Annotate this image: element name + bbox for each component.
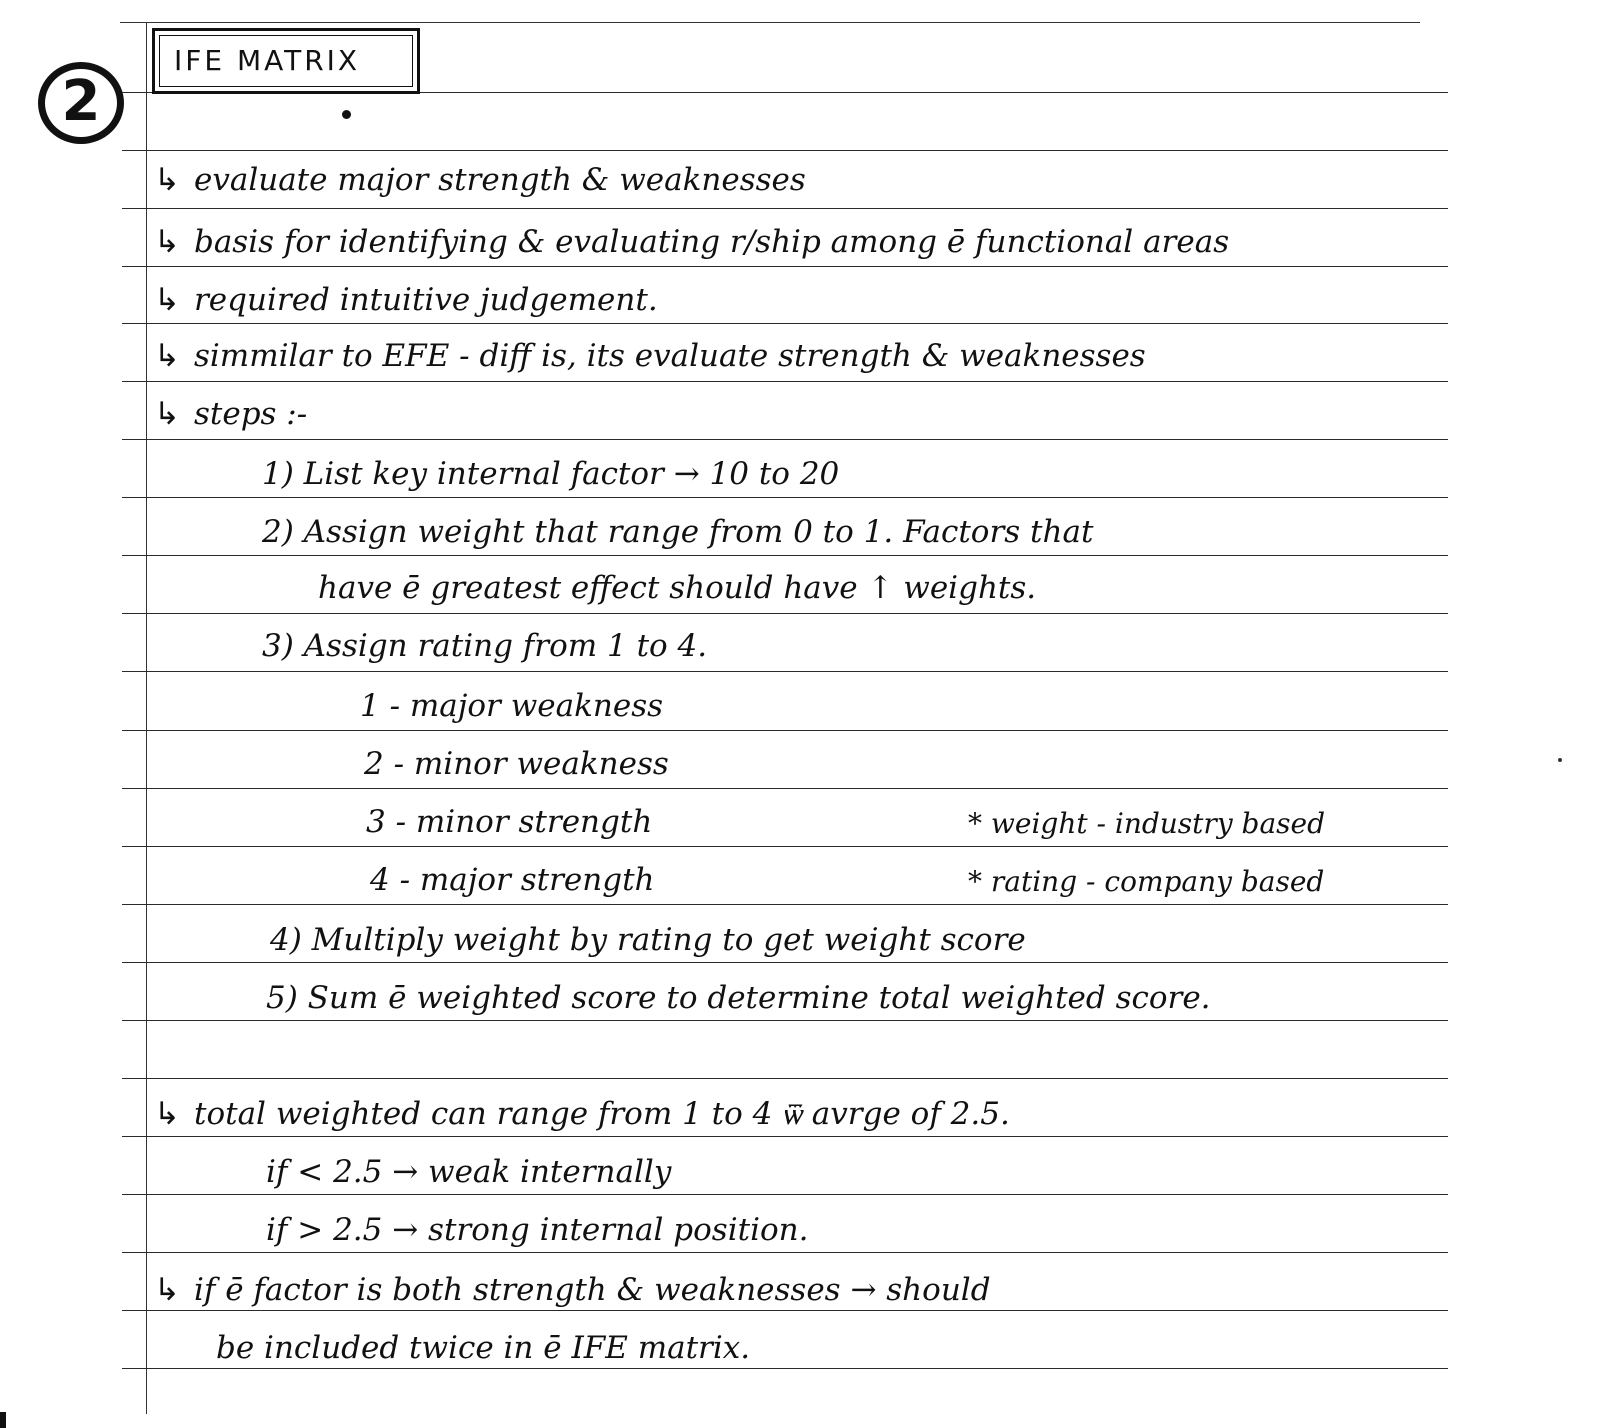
rule-line	[122, 904, 1448, 905]
bullet-text: evaluate major strength & weaknesses	[193, 162, 806, 198]
side-note-weight: * weight - industry based	[968, 807, 1326, 840]
page-top-edge	[120, 22, 1420, 23]
bullet-arrow-icon: ↳	[154, 1096, 180, 1132]
bullet-line	[154, 280, 658, 320]
bullet-arrow-icon: ↳	[154, 396, 180, 432]
bullet-text: simmilar to EFE - diff is, its evaluate strength & weaknesses	[193, 338, 1146, 374]
bullet-line	[154, 336, 1146, 376]
rule-line	[122, 962, 1448, 963]
step-5: 5) Sum ē weighted score to determine total weighted score.	[266, 980, 1211, 1016]
rule-line	[122, 1020, 1448, 1021]
bullet-arrow-icon: ↳	[154, 338, 180, 374]
rule-line	[122, 208, 1448, 209]
rating-item: 3 - minor strength	[366, 804, 653, 840]
rule-line	[122, 613, 1448, 614]
summary-total: total weighted can range from 1 to 4 ѿ avrge of 2.5.	[193, 1096, 1010, 1132]
rule-line	[122, 381, 1448, 382]
bullet-text: steps :-	[193, 396, 308, 432]
summary-line	[154, 1270, 991, 1310]
step-2-continued: have ē greatest effect should have ↑ weights.	[318, 570, 1037, 606]
bullet-text: required intuitive judgement.	[193, 282, 658, 318]
rule-line	[122, 846, 1448, 847]
rule-line	[122, 1194, 1448, 1195]
scan-corner-mark	[0, 1412, 6, 1428]
step-2: 2) Assign weight that range from 0 to 1. Factors that	[262, 514, 1094, 550]
margin-line	[146, 22, 147, 1414]
stray-ink-dot	[1558, 758, 1562, 762]
section-number: 2	[61, 69, 101, 134]
page-title: IFE MATRIX	[174, 44, 361, 77]
summary-strong: if > 2.5 → strong internal position.	[266, 1212, 809, 1248]
step-4: 4) Multiply weight by rating to get weight score	[270, 922, 1026, 958]
summary-both: if ē factor is both strength & weaknesses → should	[193, 1272, 991, 1308]
bullet-line	[154, 222, 1229, 262]
bullet-line	[154, 394, 307, 434]
rule-line	[122, 323, 1448, 324]
rule-line	[122, 730, 1448, 731]
ink-dot	[342, 110, 351, 119]
step-1: 1) List key internal factor → 10 to 20	[262, 456, 840, 492]
rule-line	[122, 788, 1448, 789]
rating-item: 1 - major weakness	[360, 688, 664, 724]
bullet-arrow-icon: ↳	[154, 162, 180, 198]
bullet-arrow-icon: ↳	[154, 282, 180, 318]
rating-item: 2 - minor weakness	[364, 746, 669, 782]
bullet-text: basis for identifying & evaluating r/ship among ē functional areas	[193, 224, 1230, 260]
rule-line	[122, 1310, 1448, 1311]
rating-item: 4 - major strength	[370, 862, 655, 898]
rule-line	[122, 497, 1448, 498]
rule-line	[122, 1136, 1448, 1137]
summary-both-continued: be included twice in ē IFE matrix.	[216, 1330, 751, 1366]
bullet-arrow-icon: ↳	[154, 224, 180, 260]
rule-line	[122, 1252, 1448, 1253]
rule-line	[122, 555, 1448, 556]
bullet-line	[154, 160, 806, 200]
rule-line	[122, 671, 1448, 672]
side-note-rating: * rating - company based	[968, 865, 1325, 898]
bullet-arrow-icon: ↳	[154, 1272, 180, 1308]
summary-line	[154, 1094, 1010, 1134]
rule-line	[122, 1368, 1448, 1369]
step-3: 3) Assign rating from 1 to 4.	[262, 628, 708, 664]
rule-line	[122, 439, 1448, 440]
rule-line	[122, 150, 1448, 151]
rule-line	[122, 1078, 1448, 1079]
summary-weak: if < 2.5 → weak internally	[266, 1154, 672, 1190]
section-number-circle	[38, 62, 124, 144]
rule-line	[122, 266, 1448, 267]
